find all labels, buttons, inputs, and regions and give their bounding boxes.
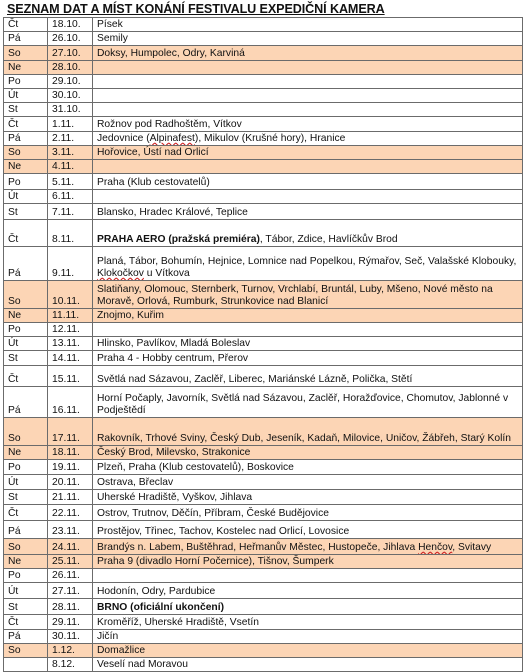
schedule-row <box>4 475 523 490</box>
location-text: u Vítkova <box>143 268 190 279</box>
locations-cell <box>93 418 523 446</box>
location-text: Hlinsko, Pavlíkov, Mladá Boleslav <box>97 338 251 349</box>
day-cell: Ne <box>4 309 48 323</box>
day-cell: Po <box>4 174 48 190</box>
location-text: Alpinafest <box>149 133 195 144</box>
schedule-row <box>4 190 523 204</box>
day-cell: Út <box>4 475 48 490</box>
date-cell: 15.11. <box>48 366 93 387</box>
date-cell: 18.11. <box>48 446 93 460</box>
location-text: Rožnov pod Radhoštěm, Vítkov <box>97 119 242 130</box>
location-text: Ostrov, Trutnov, Děčín, Příbram, České Budějovice <box>97 508 329 519</box>
date-cell: 29.10. <box>48 75 93 89</box>
location-text: Slatiňany, Olomouc, Sternberk, Turnov, Vrchlabí, Bruntál, Luby, Mšeno, Nové město na Moravě, Orlová, Rumburk, Strunkovice nad Blanicí <box>97 284 493 307</box>
schedule-row <box>4 387 523 418</box>
schedule-row <box>4 132 523 146</box>
location-text: Plzeň, Praha (Klub cestovatelů), Boskovice <box>97 462 294 473</box>
locations-cell <box>93 505 523 521</box>
locations-cell <box>93 89 523 103</box>
day-cell: Út <box>4 337 48 351</box>
location-text: Písek <box>97 19 123 30</box>
locations-cell <box>93 247 523 281</box>
schedule-row <box>4 644 523 658</box>
location-text: Domažlice <box>97 645 146 656</box>
page-title: SEZNAM DAT A MÍST KONÁNÍ FESTIVALU EXPEDIČNÍ KAMERA <box>7 2 385 16</box>
schedule-row <box>4 521 523 539</box>
schedule-row <box>4 18 523 32</box>
day-cell: Pá <box>4 630 48 644</box>
schedule-row <box>4 555 523 569</box>
location-text: Brandýs n. Labem, Buštěhrad, Heřmanův Městec, Hustopeče, Jihlava <box>97 542 419 553</box>
day-cell: Čt <box>4 505 48 521</box>
locations-cell <box>93 583 523 599</box>
day-cell: Čt <box>4 18 48 32</box>
date-cell: 18.10. <box>48 18 93 32</box>
locations-cell <box>93 521 523 539</box>
schedule-row <box>4 46 523 61</box>
day-cell: Pá <box>4 387 48 418</box>
date-cell: 17.11. <box>48 418 93 446</box>
day-cell: Čt <box>4 117 48 132</box>
location-text: Klokočkov <box>97 268 144 279</box>
location-text: Horní Počaply, Javorník, Světlá nad Sázavou, Zaclěř, Horažďovice, Chomutov, Jablonné v Podještědí <box>97 393 509 416</box>
date-cell: 29.11. <box>48 615 93 630</box>
location-text: Rakovník, Trhové Sviny, Český Dub, Jeseník, Kadaň, Milovice, Uničov, Žábřeh, Starý Kolín <box>97 433 511 444</box>
date-cell: 8.11. <box>48 220 93 247</box>
location-text: ), Mikulov (Krušné hory), Hranice <box>194 133 346 144</box>
date-cell: 28.11. <box>48 599 93 615</box>
locations-cell <box>93 174 523 190</box>
location-text: Hořovice, Ústí nad Orlicí <box>97 147 209 158</box>
schedule-row <box>4 61 523 75</box>
location-text: , Tábor, Zdice, Havlíčkův Brod <box>259 234 398 245</box>
day-cell: So <box>4 281 48 309</box>
schedule-row <box>4 146 523 160</box>
locations-cell <box>93 475 523 490</box>
day-cell: Po <box>4 75 48 89</box>
schedule-row <box>4 630 523 644</box>
date-cell: 16.11. <box>48 387 93 418</box>
date-cell: 26.11. <box>48 569 93 583</box>
date-cell: 24.11. <box>48 539 93 555</box>
locations-cell <box>93 281 523 309</box>
date-cell: 23.11. <box>48 521 93 539</box>
date-cell: 21.11. <box>48 490 93 505</box>
date-cell: 14.11. <box>48 351 93 366</box>
date-cell: 12.11. <box>48 323 93 337</box>
locations-cell <box>93 446 523 460</box>
location-text: Henčov <box>418 542 453 553</box>
location-text: Semily <box>97 33 128 44</box>
day-cell: So <box>4 146 48 160</box>
schedule-row <box>4 505 523 521</box>
location-text: Doksy, Humpolec, Odry, Karviná <box>97 48 245 59</box>
date-cell: 4.11. <box>48 160 93 174</box>
locations-cell <box>93 569 523 583</box>
date-cell: 5.11. <box>48 174 93 190</box>
location-text-bold: PRAHA AERO (pražská premiéra) <box>97 234 260 245</box>
locations-cell <box>93 387 523 418</box>
schedule-row <box>4 460 523 475</box>
date-cell: 26.10. <box>48 32 93 46</box>
locations-cell <box>93 132 523 146</box>
location-text: , Svitavy <box>452 542 492 553</box>
day-cell: So <box>4 46 48 61</box>
date-cell: 1.12. <box>48 644 93 658</box>
date-cell: 27.11. <box>48 583 93 599</box>
day-cell: St <box>4 204 48 220</box>
schedule-row <box>4 351 523 366</box>
locations-cell <box>93 539 523 555</box>
schedule-row <box>4 174 523 190</box>
locations-cell <box>93 18 523 32</box>
schedule-row <box>4 446 523 460</box>
locations-cell <box>93 599 523 615</box>
day-cell: Ne <box>4 160 48 174</box>
day-cell: St <box>4 103 48 117</box>
date-cell: 27.10. <box>48 46 93 61</box>
schedule-row <box>4 32 523 46</box>
day-cell: Pá <box>4 521 48 539</box>
locations-cell <box>93 309 523 323</box>
day-cell: Pá <box>4 247 48 281</box>
day-cell: Po <box>4 323 48 337</box>
day-cell: Út <box>4 89 48 103</box>
locations-cell <box>93 644 523 658</box>
locations-cell <box>93 555 523 569</box>
schedule-row <box>4 220 523 247</box>
date-cell: 3.11. <box>48 146 93 160</box>
day-cell: So <box>4 539 48 555</box>
day-cell: So <box>4 644 48 658</box>
schedule-row <box>4 75 523 89</box>
date-cell: 6.11. <box>48 190 93 204</box>
date-cell: 9.11. <box>48 247 93 281</box>
location-text: Praha 9 (divadlo Horní Počernice), Tišnov, Šumperk <box>97 556 334 567</box>
schedule-row <box>4 204 523 220</box>
day-cell: Čt <box>4 366 48 387</box>
location-text: Ostrava, Břeclav <box>97 477 174 488</box>
day-cell: Pá <box>4 32 48 46</box>
locations-cell <box>93 366 523 387</box>
date-cell: 20.11. <box>48 475 93 490</box>
location-text: Jedovnice ( <box>97 133 150 144</box>
schedule-row <box>4 539 523 555</box>
locations-cell <box>93 351 523 366</box>
day-cell: So <box>4 418 48 446</box>
day-cell: Ne <box>4 61 48 75</box>
date-cell: 8.12. <box>48 658 93 672</box>
date-cell: 10.11. <box>48 281 93 309</box>
location-text: Planá, Tábor, Bohumín, Hejnice, Lomnice nad Popelkou, Rýmařov, Seč, Valašské Klobouky, <box>97 256 517 267</box>
festival-schedule-table <box>3 17 523 672</box>
location-text: Český Brod, Milevsko, Strakonice <box>97 447 251 458</box>
locations-cell <box>93 630 523 644</box>
location-text: Hodonín, Odry, Pardubice <box>97 586 216 597</box>
location-text: Znojmo, Kuřim <box>97 310 164 321</box>
location-text: Praha (Klub cestovatelů) <box>97 177 210 188</box>
location-text-bold: BRNO (oficiální ukončení) <box>97 602 225 613</box>
schedule-row <box>4 89 523 103</box>
schedule-row <box>4 337 523 351</box>
day-cell: St <box>4 490 48 505</box>
schedule-row <box>4 281 523 309</box>
locations-cell <box>93 337 523 351</box>
locations-cell <box>93 220 523 247</box>
day-cell: Út <box>4 190 48 204</box>
day-cell: Ne <box>4 446 48 460</box>
day-cell: Út <box>4 583 48 599</box>
date-cell: 25.11. <box>48 555 93 569</box>
date-cell: 22.11. <box>48 505 93 521</box>
schedule-row <box>4 366 523 387</box>
locations-cell <box>93 61 523 75</box>
date-cell: 1.11. <box>48 117 93 132</box>
day-cell: Ne <box>4 555 48 569</box>
locations-cell <box>93 190 523 204</box>
day-cell: St <box>4 599 48 615</box>
schedule-row <box>4 247 523 281</box>
location-text: Kroměříž, Uherské Hradiště, Vsetín <box>97 617 259 628</box>
locations-cell <box>93 204 523 220</box>
day-cell: Po <box>4 460 48 475</box>
schedule-row <box>4 615 523 630</box>
day-cell: St <box>4 351 48 366</box>
locations-cell <box>93 490 523 505</box>
date-cell: 2.11. <box>48 132 93 146</box>
schedule-row <box>4 323 523 337</box>
day-cell: Čt <box>4 615 48 630</box>
schedule-row <box>4 569 523 583</box>
locations-cell <box>93 75 523 89</box>
date-cell: 31.10. <box>48 103 93 117</box>
locations-cell <box>93 117 523 132</box>
schedule-row <box>4 117 523 132</box>
locations-cell <box>93 460 523 475</box>
date-cell: 30.11. <box>48 630 93 644</box>
locations-cell <box>93 46 523 61</box>
schedule-row <box>4 103 523 117</box>
schedule-row <box>4 309 523 323</box>
date-cell: 7.11. <box>48 204 93 220</box>
location-text: Praha 4 - Hobby centrum, Přerov <box>97 353 249 364</box>
date-cell: 28.10. <box>48 61 93 75</box>
location-text: Uherské Hradiště, Vyškov, Jihlava <box>97 492 253 503</box>
locations-cell <box>93 323 523 337</box>
schedule-row <box>4 418 523 446</box>
locations-cell <box>93 103 523 117</box>
location-text: Světlá nad Sázavou, Zaclěř, Liberec, Mariánské Lázně, Polička, Stětí <box>97 374 413 385</box>
location-text: Jičín <box>97 631 119 642</box>
date-cell: 11.11. <box>48 309 93 323</box>
schedule-row <box>4 490 523 505</box>
schedule-row <box>4 599 523 615</box>
schedule-row <box>4 583 523 599</box>
locations-cell <box>93 160 523 174</box>
day-cell: Pá <box>4 132 48 146</box>
schedule-row <box>4 160 523 174</box>
location-text: Veselí nad Moravou <box>97 659 189 670</box>
date-cell: 19.11. <box>48 460 93 475</box>
day-cell: Čt <box>4 220 48 247</box>
locations-cell <box>93 615 523 630</box>
location-text: Blansko, Hradec Králové, Teplice <box>97 207 248 218</box>
day-cell: Po <box>4 569 48 583</box>
locations-cell <box>93 32 523 46</box>
locations-cell <box>93 146 523 160</box>
date-cell: 30.10. <box>48 89 93 103</box>
location-text: Prostějov, Třinec, Tachov, Kostelec nad Orlicí, Lovosice <box>97 526 350 537</box>
date-cell: 13.11. <box>48 337 93 351</box>
